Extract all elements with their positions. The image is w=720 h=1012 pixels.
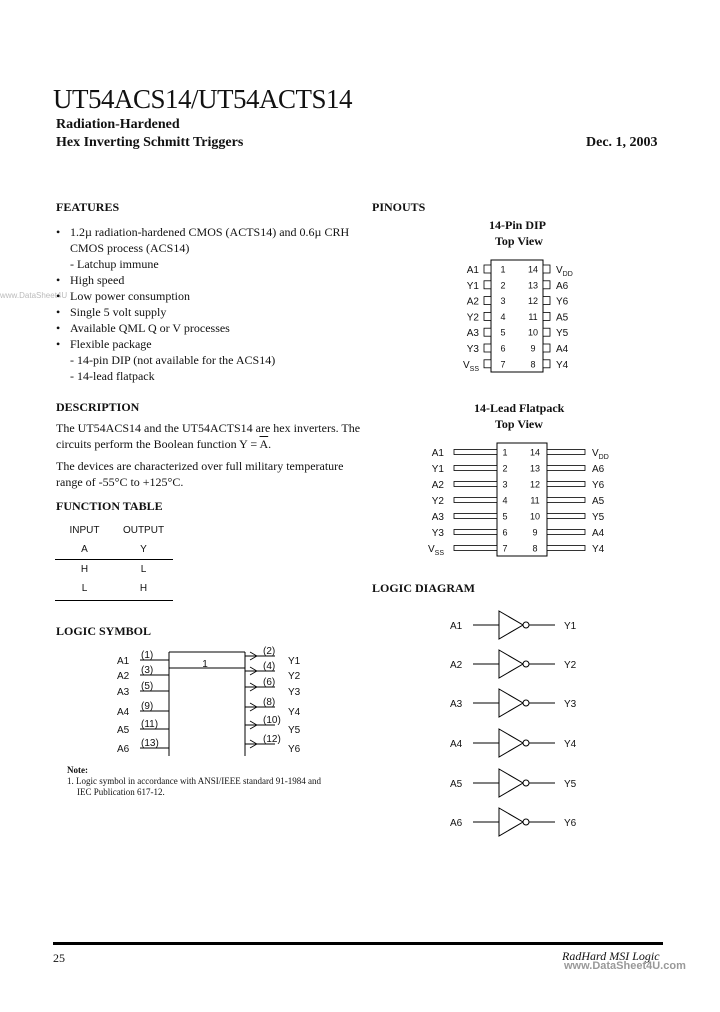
inverter-gate (499, 808, 523, 836)
pinouts-heading: PINOUTS (372, 200, 426, 214)
flatpack-pin-name-right: A6 (592, 464, 605, 475)
flatpack-pin-name-left: A3 (431, 512, 444, 523)
dip-pin-number: 3 (500, 296, 506, 307)
dip-pin-right (543, 360, 550, 368)
flatpack-pin-number: 3 (502, 479, 508, 490)
logic-symbol-input-name: A4 (117, 707, 130, 718)
dip-pin-right (543, 297, 550, 305)
logic-symbol-input-name: A6 (117, 744, 130, 755)
feature-item: • Single 5 volt supply (56, 304, 349, 320)
flatpack-pin-number: 14 (529, 447, 541, 458)
dip-pin-number: 4 (500, 311, 506, 322)
page-number: 25 (53, 951, 65, 965)
logic-symbol-output-pin: (10) (263, 715, 281, 726)
flatpack-pin-number: 9 (532, 527, 538, 538)
feature-item: • Available QML Q or V processes (56, 320, 349, 336)
function-table-cell: H (80, 564, 89, 575)
flatpack-pin-number: 11 (530, 495, 540, 506)
dip-title: 14-Pin DIP (489, 218, 546, 232)
logic-symbol-input-pin: (5) (141, 681, 154, 692)
flatpack-pin-number: 4 (502, 495, 508, 506)
dip-pin-left (484, 297, 491, 305)
dip-pin-name-right: A6 (556, 280, 569, 292)
logic-symbol-output-name: Y1 (288, 656, 301, 667)
logic-symbol-output-name: Y5 (288, 725, 301, 736)
inverter-bubble (523, 622, 529, 628)
dip-pin-name-right: Y5 (556, 328, 569, 340)
flatpack-lead-left (454, 498, 497, 503)
a-bar: $\overline{A}$ (259, 437, 269, 451)
feature-item: • High speed (56, 272, 349, 288)
flatpack-pin-number: 2 (502, 463, 508, 474)
flatpack-pin-name-right: A4 (592, 528, 605, 539)
logic-symbol-output-name: Y3 (288, 687, 301, 698)
flatpack-pin-number: 8 (532, 543, 538, 554)
dip-pin-name-left: Y2 (466, 312, 479, 324)
dip-pin-name-left: $V_{SS}$ (462, 359, 479, 373)
flatpack-lead-left (454, 466, 497, 471)
dip-pin-left (484, 281, 491, 289)
subtitle-line-2: Hex Inverting Schmitt Triggers (56, 135, 244, 150)
feature-item: CMOS process (ACS14) (70, 241, 190, 255)
features-heading: FEATURES (56, 200, 120, 214)
function-table-subheader-a: A (55, 540, 114, 560)
flatpack-pin-number: 5 (502, 511, 508, 522)
dip-pin-name-right: Y6 (556, 296, 569, 308)
description-heading: DESCRIPTION (56, 400, 140, 414)
dip-pin-left (484, 312, 491, 320)
note-line-1: 1. Logic symbol in accordance with ANSI/IEEE standard 91-1984 and (67, 776, 321, 786)
logic-symbol-input-name: A2 (117, 671, 130, 682)
inverter-gate (499, 689, 523, 717)
function-table-header-input: INPUT (69, 525, 100, 536)
logic-symbol-output-name: Y2 (288, 671, 301, 682)
flatpack-pin-number: 12 (529, 479, 541, 490)
logic-diagram-output-name: Y1 (564, 621, 577, 632)
dip-pin-name-left: Y1 (466, 280, 479, 292)
flatpack-pin-name-left: $V_{SS}$ (427, 544, 444, 557)
dip-pin-name-left: A2 (466, 296, 479, 308)
flatpack-lead-right (547, 498, 585, 503)
flatpack-lead-right (547, 482, 585, 487)
dip-pin-number: 13 (527, 280, 539, 291)
dip-pin-name-right: Y4 (556, 359, 569, 371)
logic-symbol-output-pin: (6) (263, 677, 276, 688)
document-date: Dec. 1, 2003 (586, 135, 658, 150)
feature-item: - 14-lead flatpack (70, 369, 155, 383)
footer-series-text: RadHard MSI Logic (562, 949, 660, 963)
dip-pin-number: 9 (530, 343, 536, 354)
logic-diagram-output-name: Y4 (564, 739, 577, 750)
inverter-bubble (523, 819, 529, 825)
logic-symbol-gate-label: 1 (202, 659, 208, 670)
inverter-bubble (523, 780, 529, 786)
flatpack-lead-left (454, 514, 497, 519)
inverter-gate (499, 611, 523, 639)
logic-diagram-output-name: Y5 (564, 779, 577, 790)
page-title: UT54ACS14/UT54ACTS14 (53, 84, 353, 114)
dip-pin-right (543, 265, 550, 273)
flatpack-lead-left (454, 450, 497, 455)
logic-diagram-input-name: A5 (450, 779, 463, 790)
flatpack-pin-number: 10 (529, 511, 541, 522)
flatpack-pin-number: 13 (529, 463, 541, 474)
dip-pin-name-left: Y3 (466, 344, 479, 355)
flatpack-lead-left (454, 530, 497, 535)
logic-symbol-output-pin: (4) (263, 661, 276, 672)
flatpack-pin-number: 6 (502, 527, 508, 538)
inverter-bubble (523, 661, 529, 667)
flatpack-lead-left (454, 482, 497, 487)
function-table-cell: L (81, 583, 88, 594)
logic-diagram-input-name: A2 (450, 660, 463, 671)
logic-symbol-output-name: Y4 (288, 707, 301, 718)
flatpack-pin-number: 7 (502, 543, 508, 554)
flatpack-pin-name-right: A5 (592, 496, 605, 507)
dip-pin-name-right: A5 (556, 312, 569, 324)
flatpack-lead-right (547, 450, 585, 455)
flatpack-pin-name-left: A2 (431, 480, 444, 491)
inverter-gate (499, 650, 523, 678)
inverter-gate (499, 769, 523, 797)
dip-pin-number: 11 (528, 311, 538, 322)
logic-symbol-input-name: A1 (117, 656, 130, 667)
logic-symbol-input-pin: (11) (141, 719, 159, 730)
flatpack-lead-right (547, 466, 585, 471)
flatpack-view: Top View (495, 417, 543, 431)
dip-pin-number: 10 (527, 327, 539, 338)
dip-pin-number: 1 (500, 264, 506, 275)
function-table-subheader-y: Y (114, 540, 173, 560)
flatpack-lead-left (454, 546, 497, 551)
feature-item: - 14-pin DIP (not available for the ACS14) (70, 353, 276, 367)
inverter-bubble (523, 700, 529, 706)
flatpack-pin-name-right: $V_{DD}$ (592, 448, 609, 461)
logic-symbol-output-name: Y6 (288, 744, 301, 755)
footer-watermark: www.DataSheet4U.com (564, 960, 686, 972)
dip-pin-right (543, 344, 550, 352)
note-label: Note: (67, 765, 88, 775)
logic-diagram-output-name: Y3 (564, 699, 577, 710)
description-period: . (268, 437, 272, 451)
logic-symbol-input-pin: (1) (141, 650, 154, 661)
inverter-gate (499, 729, 523, 757)
dip-pin-name-right: A4 (556, 344, 569, 355)
dip-pin-number: 6 (500, 343, 506, 354)
dip-pin-name-left: A3 (466, 328, 479, 340)
dip-pin-number: 2 (500, 280, 506, 291)
flatpack-pin-name-right: Y6 (592, 480, 605, 491)
flatpack-pin-number: 1 (502, 447, 508, 458)
feature-item: • Low power consumption (56, 288, 349, 304)
description-line-4: range of -55°C to +125°C. (56, 475, 184, 489)
flatpack-pin-name-left: Y2 (431, 496, 444, 507)
flatpack-pin-name-right: Y5 (592, 512, 605, 523)
dip-pin-number: 7 (500, 359, 506, 370)
logic-symbol-input-pin: (13) (141, 738, 159, 749)
dip-pin-number: 5 (500, 327, 506, 338)
feature-item: • 1.2µ radiation-hardened CMOS (ACTS14) and 0.6µ CRH (56, 224, 349, 240)
dip-pin-number: 12 (527, 296, 539, 307)
function-table-heading: FUNCTION TABLE (56, 499, 163, 513)
dip-pin-right (543, 281, 550, 289)
function-table-cell: L (140, 564, 147, 575)
logic-symbol-output-pin: (12) (263, 734, 281, 745)
flatpack-pin-name-left: Y1 (431, 464, 444, 475)
feature-item: - Latchup immune (70, 257, 159, 271)
inverter-bubble (523, 740, 529, 746)
logic-diagram-input-name: A1 (450, 621, 463, 632)
flatpack-lead-right (547, 514, 585, 519)
dip-view: Top View (495, 234, 543, 248)
function-table-cell: H (139, 583, 148, 594)
note-line-2: IEC Publication 617-12. (77, 787, 165, 797)
subtitle-line-1: Radiation-Hardened (56, 117, 180, 132)
function-table-header-output: OUTPUT (122, 525, 165, 536)
dip-pin-left (484, 265, 491, 273)
watermark-left: www.DataSheet4U (0, 291, 68, 300)
flatpack-lead-right (547, 546, 585, 551)
logic-diagram-input-name: A4 (450, 739, 463, 750)
flatpack-pin-name-left: A1 (431, 448, 444, 459)
dip-pin-left (484, 328, 491, 336)
logic-diagram-input-name: A3 (450, 699, 463, 710)
description-line-3: The devices are characterized over full military temperature (56, 459, 344, 473)
flatpack-pin-name-left: Y3 (431, 528, 444, 539)
feature-item: • Flexible package (56, 336, 349, 352)
logic-diagram-output-name: Y2 (564, 660, 577, 671)
logic-symbol-input-pin: (3) (141, 665, 154, 676)
dip-pin-name-left: A1 (466, 265, 479, 276)
logic-symbol-input-name: A5 (117, 725, 130, 736)
logic-symbol-output-pin: (8) (263, 697, 276, 708)
flatpack-title: 14-Lead Flatpack (474, 401, 565, 415)
dip-pin-right (543, 328, 550, 336)
dip-pin-number: 8 (530, 359, 536, 370)
dip-pin-left (484, 360, 491, 368)
logic-symbol-heading: LOGIC SYMBOL (56, 624, 152, 638)
dip-pin-right (543, 312, 550, 320)
description-function-text: circuits perform the Boolean function Y = (56, 437, 260, 451)
logic-symbol-input-pin: (9) (141, 701, 154, 712)
logic-diagram-output-name: Y6 (564, 818, 577, 829)
logic-diagram-input-name: A6 (450, 818, 463, 829)
logic-symbol-input-name: A3 (117, 687, 130, 698)
logic-diagram-heading: LOGIC DIAGRAM (372, 581, 476, 595)
flatpack-pin-name-right: Y4 (592, 544, 605, 555)
description-line-1: The UT54ACS14 and the UT54ACTS14 are hex inverters. The (56, 421, 361, 435)
dip-pin-name-right: $V_{DD}$ (556, 265, 573, 278)
dip-pin-number: 14 (527, 264, 539, 275)
logic-symbol-output-pin: (2) (263, 646, 276, 657)
dip-pin-left (484, 344, 491, 352)
flatpack-lead-right (547, 530, 585, 535)
